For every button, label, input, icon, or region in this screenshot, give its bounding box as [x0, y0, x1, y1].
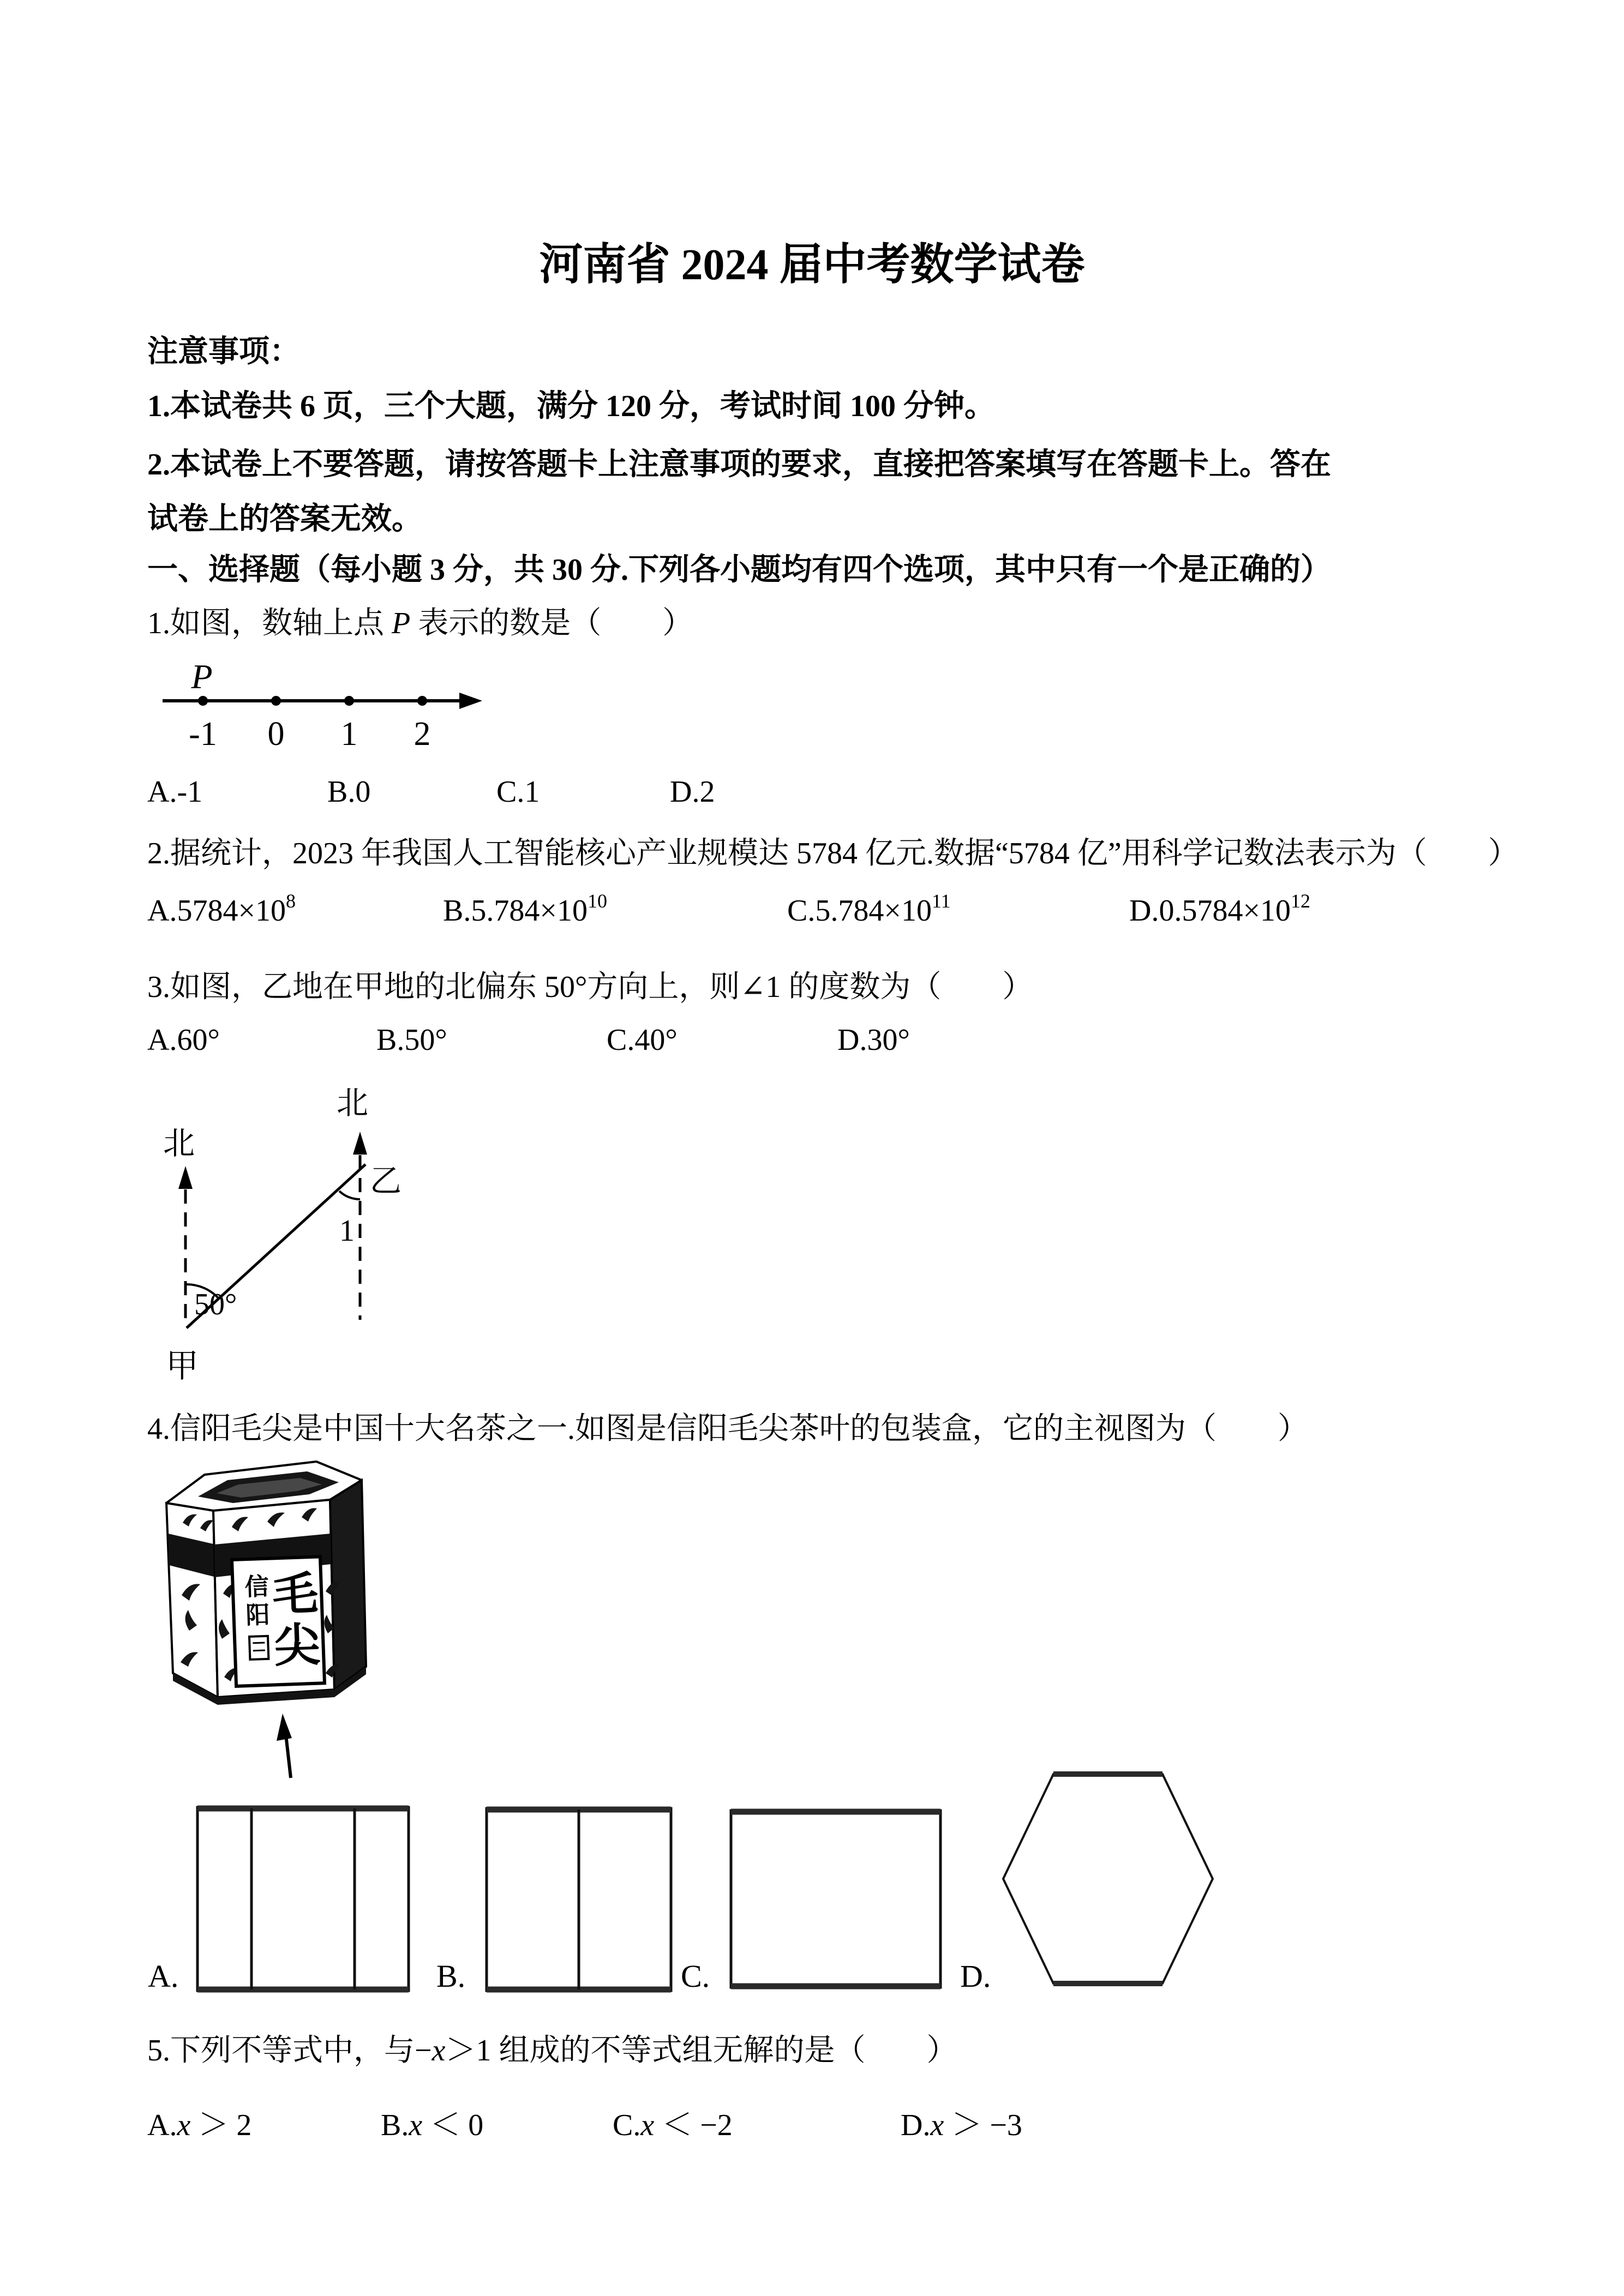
q5-option-d-label: D.	[901, 2108, 931, 2142]
label-brand-top: 毛	[271, 1568, 319, 1621]
note-line-1: 1.本试卷共 6 页，三个大题，满分 120 分，考试时间 100 分钟。	[147, 389, 995, 423]
q5-cmp: ＞1	[445, 2034, 499, 2067]
seal-mark	[253, 1650, 265, 1651]
angle-50-label: 50°	[194, 1288, 237, 1321]
number-line-arrow-icon	[459, 693, 482, 709]
note-line-2: 2.本试卷上不要答题，请按答题卡上注意事项的要求，直接把答案填写在答题卡上。答在试卷上的答案无效。	[147, 448, 1331, 536]
q2-option-a	[147, 890, 296, 928]
view-direction-arrow-icon	[277, 1714, 292, 1741]
q5-neg: −	[415, 2034, 432, 2067]
q5-option-c-rest: ＜ −2	[654, 2108, 733, 2142]
q1-text-pre: 1.如图，数轴上点	[147, 606, 392, 640]
q1-text-post: 表示的数是（ ）	[410, 606, 693, 640]
point-jia-label: 甲	[166, 1348, 199, 1384]
q4-option-a-label: A.	[148, 1958, 179, 1994]
q4-shape-d	[1001, 1770, 1215, 1988]
question-2-text: 2.据统计，2023 年我国人工智能核心产业规模达 5784 亿元.数据“5784 亿”用科学记数法表示为（ ）	[147, 837, 1519, 870]
q2-option-a-label: A.	[147, 894, 177, 928]
q2-option-b-exp: 10	[587, 890, 607, 912]
q2-option-a-exp: 8	[286, 890, 296, 912]
q5-option-a-rest: ＞ 2	[190, 2108, 252, 2142]
q2-option-b-base: 5.784×10	[471, 894, 588, 928]
q5-option-a	[147, 2101, 251, 2144]
q4-option-c-label: C.	[681, 1958, 710, 1994]
q5-option-d	[901, 2101, 1022, 2144]
north-arrow-icon	[178, 1166, 193, 1189]
q5-option-d-rest: ＞ −3	[944, 2108, 1022, 2142]
question-1-text	[147, 599, 693, 642]
question-3-text: 3.如图，乙地在甲地的北偏东 50°方向上，则∠1 的度数为（ ）	[147, 970, 1033, 1004]
q2-option-d-base: 0.5784×10	[1159, 894, 1291, 928]
q5-option-b	[381, 2101, 483, 2144]
q3-option-a: A.60°	[147, 1023, 220, 1057]
tick-label: 0	[267, 716, 285, 753]
q3-option-c: C.40°	[607, 1023, 678, 1057]
q5-option-c-label: C.	[613, 2108, 641, 2142]
north-label-right: 北	[336, 1085, 369, 1121]
angle-1-label: 1	[339, 1214, 355, 1248]
q4-shape-b	[484, 1804, 673, 1995]
label-origin-bottom: 阳	[245, 1601, 271, 1630]
direction-figure	[147, 1080, 431, 1388]
north-label-left: 北	[163, 1126, 195, 1161]
q2-option-d-label: D.	[1129, 894, 1159, 928]
q4-option-d-label: D.	[960, 1958, 991, 1994]
question-5-text	[147, 2026, 957, 2070]
q5-option-b-rest: ＜ 0	[422, 2108, 484, 2142]
angle-arc-1	[339, 1191, 360, 1199]
page-title: 河南省 2024 届中考数学试卷	[539, 241, 1085, 289]
q4-shape-a	[195, 1803, 411, 1995]
number-line-figure	[147, 638, 496, 772]
box-left-face	[166, 1503, 218, 1697]
q5-text-post: 组成的不等式组无解的是（ ）	[499, 2034, 957, 2067]
q5-option-b-label: B.	[381, 2108, 409, 2142]
q5-text-pre: 5.下列不等式中，与	[147, 2034, 415, 2067]
tick-label: 2	[414, 716, 431, 753]
q5-var: x	[432, 2034, 446, 2067]
q2-option-c	[787, 890, 951, 928]
q2-option-c-base: 5.784×10	[815, 894, 932, 928]
q1-option-d: D.2	[670, 775, 715, 809]
point-yi-label: 乙	[370, 1163, 402, 1199]
q3-option-b: B.50°	[376, 1023, 447, 1057]
tick-dot	[344, 696, 354, 706]
q2-option-a-base: 5784×10	[177, 894, 286, 928]
q2-option-d	[1129, 890, 1311, 928]
question-4-text: 4.信阳毛尖是中国十大名茶之一.如图是信阳毛尖茶叶的包装盒，它的主视图为（ ）	[147, 1412, 1308, 1446]
tick-label: 1	[340, 716, 358, 753]
q1-option-c: C.1	[496, 775, 540, 809]
tick-label: -1	[189, 716, 217, 753]
q2-option-b-label: B.	[443, 894, 471, 928]
q1-option-b: B.0	[327, 775, 371, 809]
label-origin-top: 信	[244, 1573, 269, 1601]
q1-option-a: A.-1	[147, 775, 203, 809]
notes-header: 注意事项：	[147, 335, 300, 369]
q5-option-c	[613, 2101, 733, 2144]
tick-dot	[198, 696, 208, 706]
point-p-label: P	[191, 657, 213, 696]
q3-option-d: D.30°	[837, 1023, 910, 1057]
q5-option-a-var: x	[177, 2108, 191, 2142]
north-arrow-icon	[353, 1132, 367, 1155]
q5-option-d-var: x	[930, 2108, 944, 2142]
q1-var: P	[392, 606, 411, 640]
q5-option-c-var: x	[640, 2108, 655, 2142]
tick-dot	[417, 696, 427, 706]
tick-dot	[271, 696, 281, 706]
q4-shape-c	[729, 1806, 943, 1992]
q2-option-c-label: C.	[787, 894, 816, 928]
section-heading: 一、选择题（每小题 3 分，共 30 分.下列各小题均有四个选项，其中只有一个是正确的）	[147, 553, 1331, 587]
q2-option-c-exp: 11	[931, 890, 951, 912]
q5-option-b-var: x	[409, 2108, 423, 2142]
q2-option-d-exp: 12	[1291, 890, 1311, 912]
q2-option-b	[443, 890, 607, 928]
q5-option-a-label: A.	[147, 2108, 177, 2142]
q4-option-b-label: B.	[436, 1958, 466, 1994]
box-label-panel	[232, 1556, 325, 1686]
tea-box-figure	[150, 1451, 499, 1789]
label-brand-bottom: 尖	[273, 1620, 321, 1673]
